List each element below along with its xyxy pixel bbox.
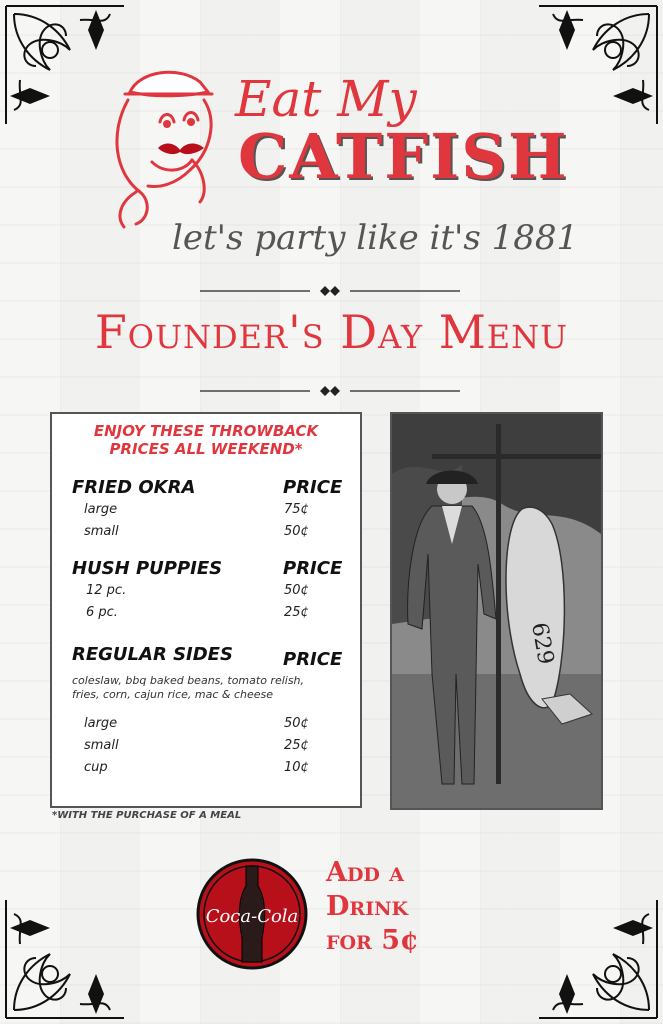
menu-item-price: 50¢ <box>284 583 309 598</box>
menu-item-label: 12 pc. <box>86 583 127 598</box>
promo-line-2: PRICES ALL WEEKEND* <box>109 440 303 458</box>
promo-text <box>52 422 360 458</box>
corner-ornament-top-right <box>533 0 663 130</box>
logo-text-catfish: CATFISH <box>238 120 569 193</box>
section-price-header-regular-sides: PRICE <box>283 649 343 670</box>
menu-item-price: 75¢ <box>284 502 309 517</box>
add-drink-promo <box>326 856 419 958</box>
regular-sides-description-line-1: coleslaw, bbq baked beans, tomato relish, <box>72 674 305 687</box>
section-price-header-fried-okra: PRICE <box>283 477 343 498</box>
ornamental-divider-top <box>200 284 460 298</box>
corner-ornament-bottom-left <box>0 894 130 1024</box>
tagline: let's party like it's 1881 <box>172 218 579 258</box>
logo-text-eat-my: Eat My <box>235 70 417 128</box>
fish-number-label: 629 <box>526 620 559 667</box>
regular-sides-description-line-2: fries, corn, cajun rice, mac & cheese <box>72 688 274 701</box>
catfish-mascot-logo <box>100 62 230 232</box>
section-title-regular-sides: REGULAR SIDES <box>72 644 233 665</box>
vintage-photo-illustration <box>392 414 601 808</box>
coca-cola-brand-text: Coca-Cola <box>205 906 299 927</box>
section-price-header-hush-puppies: PRICE <box>283 558 343 579</box>
menu-item-label: cup <box>84 760 108 775</box>
menu-item-label: large <box>84 716 118 731</box>
coca-cola-logo <box>196 858 308 970</box>
footnote: *WITH THE PURCHASE OF A MEAL <box>52 810 242 821</box>
menu-item-price: 25¢ <box>284 605 309 620</box>
ornamental-divider-bottom <box>200 384 460 398</box>
add-drink-line-1: Add a <box>326 857 405 888</box>
menu-item-label: large <box>84 502 118 517</box>
section-title-hush-puppies: HUSH PUPPIES <box>72 558 223 579</box>
corner-ornament-bottom-right <box>533 894 663 1024</box>
menu-item-price: 10¢ <box>284 760 309 775</box>
menu-item-price: 25¢ <box>284 738 309 753</box>
menu-item-label: 6 pc. <box>86 605 118 620</box>
menu-title: Founder's Day Menu <box>94 305 569 359</box>
section-title-fried-okra: FRIED OKRA <box>72 477 196 498</box>
menu-item-price: 50¢ <box>284 524 309 539</box>
add-drink-line-2: Drink <box>326 891 408 922</box>
add-drink-line-3: for 5¢ <box>326 925 419 956</box>
menu-item-label: small <box>84 738 119 753</box>
promo-line-1: ENJOY THESE THROWBACK <box>93 422 319 440</box>
menu-item-label: small <box>84 524 119 539</box>
vintage-photo <box>390 412 603 810</box>
menu-box <box>50 412 362 808</box>
menu-item-price: 50¢ <box>284 716 309 731</box>
